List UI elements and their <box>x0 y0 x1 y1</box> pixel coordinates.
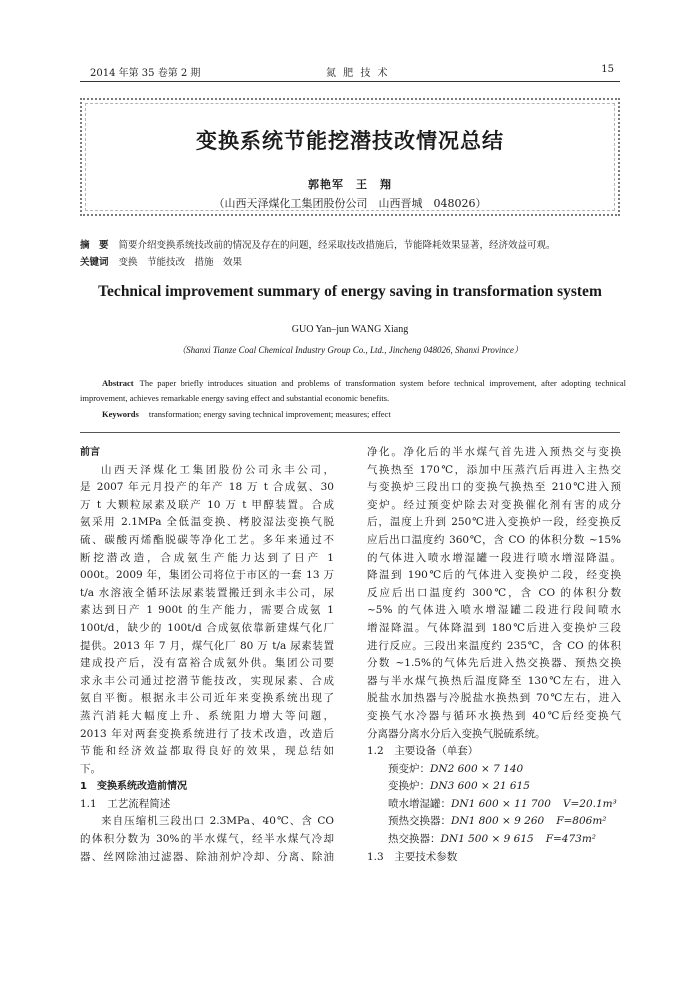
process-line: 分离器分离水分后入变换气脱硫系统。 <box>367 727 546 740</box>
chinese-keywords <box>80 254 640 268</box>
english-authors: GUO Yan–jun WANG Xiang <box>291 324 409 335</box>
english-title: Technical improvement summary of energy saving in transformation system <box>98 283 602 300</box>
equipment-extra: V=20.1m³ <box>562 797 617 810</box>
equipment-spec: DN3 600 × 21 615 <box>430 780 530 793</box>
preface-line: 100t/d，缺少的 100t/d 合成氨依靠新建煤气化厂 <box>80 621 334 634</box>
process-line: 降温到 190℃后的气体进入变换炉二段，经变换 <box>367 569 621 582</box>
equipment-name: 喷水增湿罐： <box>388 797 451 810</box>
equipment-spec: DN1 600 × 11 700 <box>451 797 551 810</box>
english-abstract-label: Abstract <box>102 378 134 388</box>
equipment-name: 预热交换器： <box>388 815 451 828</box>
process-line: 器、丝网除油过滤器、除油剂炉冷却、分离、除油 <box>80 850 334 863</box>
equipment-spec: DN1 500 × 9 615 <box>440 833 534 846</box>
process-line: 与变换炉三段出口的变换气换热至 210℃进入预 <box>367 481 621 494</box>
equipment-item <box>367 761 621 779</box>
process-line: 净化。净化后的半水煤气首先进入预热交与变换 <box>367 446 621 458</box>
preface-line: 000t。2009 年，集团公司将位于市区的一套 13 万 <box>80 569 334 582</box>
section-1-2-heading: 1.2 主要设备（单套） <box>367 745 479 758</box>
equipment-name: 变换炉： <box>388 780 430 793</box>
english-keywords <box>102 409 622 419</box>
issue-info: 2014 年第 35 卷第 2 期 <box>90 68 201 79</box>
process-line: 分数 ~1.5%的气体先后进入热交换器、预热交换 <box>367 657 621 670</box>
body-rule <box>80 432 620 433</box>
english-abstract <box>80 376 626 406</box>
left-column <box>80 444 334 866</box>
journal-name: 氮 肥 技 术 <box>326 68 390 79</box>
equipment-spec: DN1 800 × 9 260 <box>451 815 545 828</box>
equipment-extra: F=473m² <box>545 833 596 846</box>
process-line: 后，温度上升到 250℃进入变换炉一段，经变换反 <box>367 516 621 529</box>
preface-line: 硫、碳酸丙烯酯脱碳等净化工艺。多年来通过不 <box>80 533 334 546</box>
chinese-title: 变换系统节能挖潜技改情况总结 <box>196 129 504 153</box>
process-line: 变炉。经过预变炉除去对变换催化剂有害的成分 <box>367 498 621 511</box>
preface-line: 山西天泽煤化工集团股份公司永丰公司， <box>101 463 334 476</box>
process-line: 变换气水冷器与循环水换热到 40℃后经变换气 <box>367 709 621 722</box>
preface-line: 下。 <box>80 762 101 775</box>
process-line: 器与半水煤气换热后温度降至 130℃左右，进入 <box>367 674 621 687</box>
equipment-name: 热交换器： <box>388 833 441 846</box>
process-line: ~5% 的气体进入喷水增湿罐二段进行段间喷水 <box>367 604 621 617</box>
preface-line: 万 t 大颗粒尿素及联产 10 万 t 甲醇装置。合成 <box>80 498 334 511</box>
page-number: 15 <box>601 64 614 75</box>
section-1-heading: 1 变换系统改造前情况 <box>80 781 187 793</box>
preface-heading: 前言 <box>80 447 100 458</box>
chinese-abstract-label: 摘 要 <box>80 240 109 251</box>
process-line: 增湿降温。气体降温到 180℃后进入变换炉三段 <box>367 621 621 634</box>
process-line: 气换热至 170℃，添加中压蒸汽后再进入主热交 <box>367 463 621 476</box>
process-line: 进行反应。三段出来温度约 235℃，含 CO 的体积 <box>367 639 621 652</box>
preface-line: 蒸汽消耗大幅度上升、系统阻力增大等问题， <box>80 709 334 722</box>
english-keywords-text: transformation; energy saving technical improvement; measures; effect <box>148 409 391 419</box>
equipment-spec: DN2 600 × 7 140 <box>430 762 524 775</box>
english-keywords-label: Keywords <box>102 409 139 419</box>
process-line: 应后出口温度约 360℃，含 CO 的体积分数 ~15% <box>367 533 621 546</box>
process-line: 脱盐水加热器与冷脱盐水换热到 70℃左右，进入 <box>367 692 621 705</box>
equipment-item <box>367 778 621 796</box>
chinese-keywords-label: 关键词 <box>80 257 109 268</box>
equipment-item <box>367 796 621 814</box>
chinese-abstract <box>80 237 640 251</box>
equipment-name: 预变炉： <box>388 762 430 775</box>
running-header <box>80 64 620 80</box>
preface-line: t/a 水溶液全循环法尿素装置搬迁到永丰公司，尿 <box>80 586 334 599</box>
preface-line: 素达到日产 1 900t 的生产能力，需要合成氨 1 <box>80 604 334 617</box>
equipment-extra: F=806m² <box>556 815 607 828</box>
chinese-abstract-text: 简要介绍变换系统技改前的情况及存在的问题，经采取技改措施后，节能降耗效果显著，经济效益可观。 <box>118 240 556 251</box>
process-line: 的体积分数为 30%的半水煤气，经半水煤气冷却 <box>80 833 334 846</box>
preface-line: 断挖潜改造，合成氨生产能力达到了日产 1 <box>80 551 334 564</box>
equipment-item <box>367 831 621 849</box>
preface-line: 氨采用 2.1MPa 全低温变换、栲胶湿法变换气脱 <box>80 516 334 529</box>
process-line: 反应后出口温度约 300℃，含 CO 的体积分数 <box>367 586 621 599</box>
equipment-item <box>367 813 621 831</box>
preface-line: 节能和经济效益都取得良好的效果，现总结如 <box>80 745 334 758</box>
process-line: 的气体进入喷水增湿罐一段进行喷水增湿降温。 <box>367 551 621 564</box>
english-affiliation: （Shanxi Tianze Coal Chemical Industry Group Co., Ltd., Jincheng 048026, Shanxi Province） <box>177 345 523 355</box>
preface-line: 建成投产后，没有富裕合成氨外供。集团公司要 <box>80 657 334 670</box>
section-1-1-heading: 1.1 工艺流程简述 <box>80 797 171 810</box>
english-abstract-text: The paper briefly introduces situation and problems of transformation system before technical improvement, after adopting technical improvement, achieves remarkable energy saving effect and substantial economic benefits. <box>80 378 626 403</box>
preface-line: 是 2007 年元月投产的年产 18 万 t 合成氨、30 <box>80 481 334 494</box>
preface-line: 提供。2013 年 7 月，煤气化厂 80 万 t/a 尿素装置 <box>80 639 334 652</box>
header-rule <box>80 81 620 82</box>
chinese-keywords-text: 变换 节能技改 措施 效果 <box>118 257 243 268</box>
process-line: 来自压缩机三段出口 2.3MPa、40℃、含 CO <box>101 815 334 828</box>
preface-line: 氨自平衡。根据永丰公司近年来变换系统出现了 <box>80 692 334 705</box>
chinese-affiliation: （山西天泽煤化工集团股份公司 山西晋城 048026） <box>213 197 487 210</box>
chinese-authors: 郭艳军 王 翔 <box>308 178 392 191</box>
preface-line: 2013 年对两套变换系统进行了技术改造，改造后 <box>80 727 334 740</box>
preface-line: 求永丰公司通过挖潜节能技改，实现尿素、合成 <box>80 674 334 687</box>
right-column <box>367 444 621 866</box>
section-1-3-heading: 1.3 主要技术参数 <box>367 850 458 863</box>
